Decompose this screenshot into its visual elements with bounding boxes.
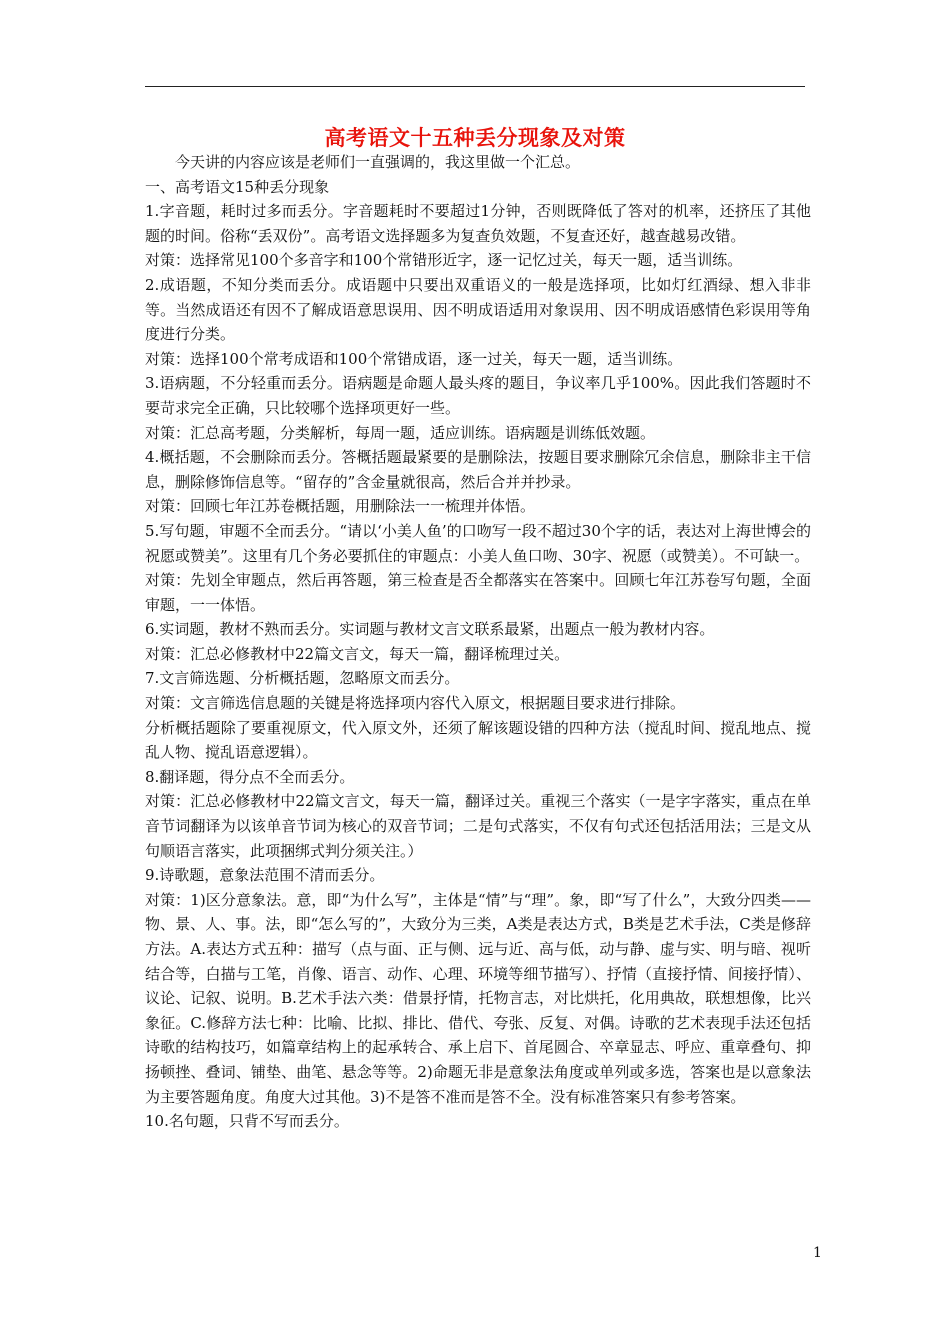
paragraph-19: 对策：1)区分意象法。意，即“为什么写”，主体是“情”与“理”。象，即“写了什么”，大致分四类——物、景、人、事。法，即“怎么写的”，大致分为三类，A类是表达方式，B类是艺术手法，C类是修辞方法。A.表达方式五种：描写（点与面、正与侧、远与近、高与低，动与静、虚与实、明与暗、视听结合等，白描与工笔，肖像、语言、动作、心理、环境等细节描写）、抒情（直接抒情、间接抒情）、议论、记叙、说明。B.艺术手法六类：借景抒情，托物言志，对比烘托，化用典故，联想想像，比兴象征。C.修辞方法七种：比喻、比拟、排比、借代、夸张、反复、对偶。诗歌的艺术表现手法还包括诗歌的结构技巧，如篇章结构上的起承转合、承上启下、首尾圆合、卒章显志、呼应、重章叠句、抑扬顿挫、叠词、铺垫、曲笔、悬念等等。2)命题无非是意象法角度或单列或多选，答案也是以意象法为主要答题角度。角度大过其他。3)不是答不准而是答不全。没有标准答案只有参考答案。 xyxy=(145,890,811,1106)
document-body xyxy=(145,150,811,1134)
paragraph-5: 3.语病题，不分轻重而丢分。语病题是命题人最头疼的题目，争议率几乎100%。因此我们答题时不要苛求完全正确，只比较哪个选择项更好一些。 xyxy=(145,374,811,417)
paragraph-13: 7.文言筛选题、分析概括题，忽略原文而丢分。 xyxy=(145,669,460,688)
section-heading: 一、高考语文15种丢分现象 xyxy=(145,177,330,196)
paragraph-8: 对策：回顾七年江苏卷概括题，用删除法一一梳理并体悟。 xyxy=(145,497,536,516)
paragraph-14: 对策：文言筛选信息题的关键是将选择项内容代入原文，根据题目要求进行排除。 xyxy=(145,694,686,713)
paragraph-20: 10.名句题，只背不写而丢分。 xyxy=(145,1112,349,1131)
paragraph-9: 5.写句题，审题不全而丢分。“请以‘小美人鱼’的口吻写一段不超过30个字的话，表达对上海世博会的祝愿或赞美”。这里有几个务必要抓住的审题点：小美人鱼口吻、30字、祝愿（或赞美）。不可缺一。 xyxy=(145,521,811,565)
header-rule xyxy=(145,86,805,87)
paragraph-2: 对策：选择常见100个多音字和100个常错形近字，逐一记忆过关，每天一题，适当训练。 xyxy=(145,251,743,270)
paragraph-18: 9.诗歌题，意象法范围不清而丢分。 xyxy=(145,866,385,885)
paragraph-16: 8.翻译题，得分点不全而丢分。 xyxy=(145,767,355,786)
paragraph-7: 4.概括题，不会删除而丢分。答概括题最紧要的是删除法，按题目要求删除冗余信息，删除非主干信息，删除修饰信息等。“留存的”含金量就很高，然后合并并抄录。 xyxy=(145,448,811,491)
page-number: 1 xyxy=(813,1245,822,1261)
paragraph-1: 1.字音题，耗时过多而丢分。字音题耗时不要超过1分钟，否则既降低了答对的机率，还挤压了其他题的时间。俗称“丢双份”。高考语文选择题多为复查负效题，不复查还好，越查越易改错。 xyxy=(145,202,811,245)
paragraph-6: 对策：汇总高考题，分类解析，每周一题，适应训练。语病题是训练低效题。 xyxy=(145,423,656,442)
paragraph-15: 分析概括题除了要重视原文，代入原文外，还须了解该题设错的四种方法（搅乱时间、搅乱地点、搅乱人物、搅乱语意逻辑）。 xyxy=(145,718,811,762)
paragraph-17: 对策：汇总必修教材中22篇文言文，每天一篇，翻译过关。重视三个落实（一是字字落实，重点在单音节词翻译为以该单音节词为核心的双音节词；二是句式落实，不仅有句式还包括活用法；三是文从句顺语言落实，此项捆绑式判分须关注。） xyxy=(145,792,811,860)
intro-paragraph: 今天讲的内容应该是老师们一直强调的，我这里做一个汇总。 xyxy=(175,153,581,171)
paragraph-4: 对策：选择100个常考成语和100个常错成语，逐一过关，每天一题，适当训练。 xyxy=(145,349,683,368)
paragraph-10: 对策：先划全审题点，然后再答题，第三检查是否全都落实在答案中。回顾七年江苏卷写句题，全面审题，一一体悟。 xyxy=(145,571,811,614)
paragraph-12: 对策：汇总必修教材中22篇文言文，每天一篇，翻译梳理过关。 xyxy=(145,644,570,663)
paragraph-3: 2.成语题，不知分类而丢分。成语题中只要出双重语义的一般是选择项，比如灯红酒绿、想入非非等。当然成语还有因不了解成语意思误用、因不明成语适用对象误用、因不明成语感情色彩误用等角度进行分类。 xyxy=(145,275,811,344)
document-title: 高考语文十五种丢分现象及对策 xyxy=(324,126,626,150)
paragraph-11: 6.实词题，教材不熟而丢分。实词题与教材文言文联系最紧，出题点一般为教材内容。 xyxy=(145,620,715,639)
